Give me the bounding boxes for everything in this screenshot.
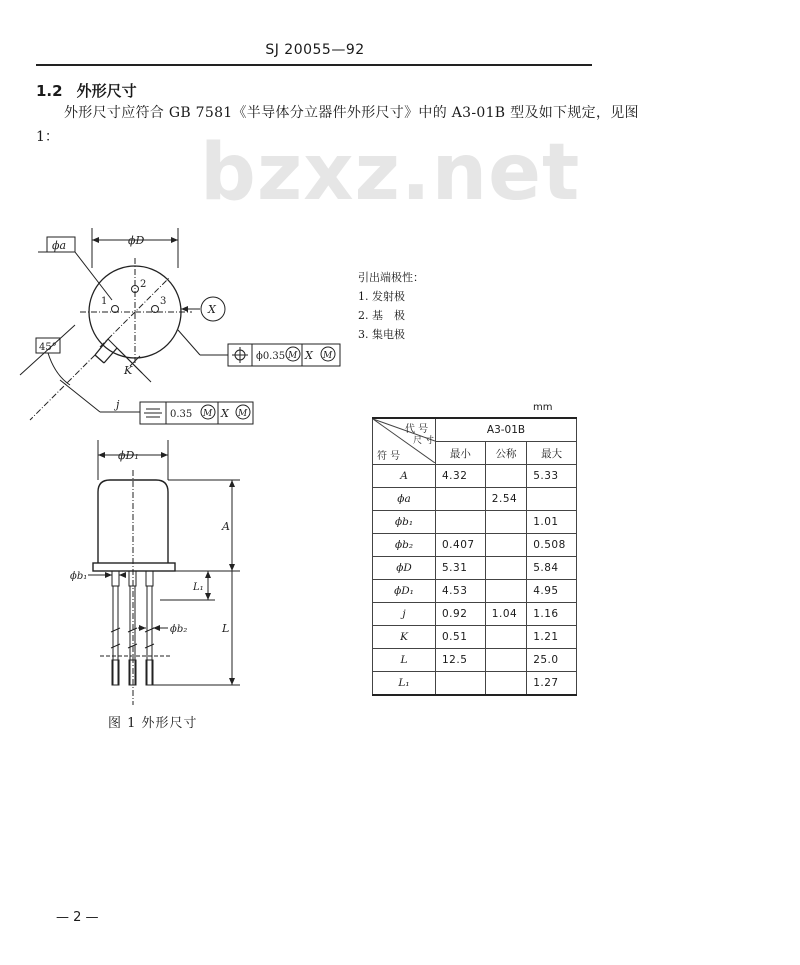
row-symbol: ϕD [373,557,436,580]
watermark: bzxz.net [200,128,581,218]
row-nom [485,626,526,649]
section-number: 1.2 [36,82,63,100]
label-j: j [116,398,120,411]
pin-1-label: 1 [101,296,108,307]
row-symbol: ϕa [373,488,436,511]
pin-item-3: 3. 集电极 [358,328,405,341]
tolerance-2-value: 0.35 [170,409,193,420]
row-min: 0.51 [436,626,486,649]
outline-drawing [0,200,360,710]
corner-header [373,418,436,465]
row-nom: 2.54 [485,488,526,511]
header-rule [36,64,592,66]
table-row [373,557,577,580]
row-symbol: L₁ [373,672,436,696]
pin-polarity [358,268,424,344]
corner-top-label: 代 号 [405,424,429,435]
pin-item-1: 1. 发射极 [358,290,405,303]
label-A: A [222,520,230,533]
table-row [373,603,577,626]
row-max: 1.16 [527,603,577,626]
table-row [373,511,577,534]
row-nom [485,511,526,534]
col-nom: 公称 [485,442,526,465]
label-phi-D: ϕD [128,234,145,247]
row-nom [485,649,526,672]
row-symbol: L [373,649,436,672]
label-phi-D1: ϕD₁ [118,449,139,462]
row-max: 0.508 [527,534,577,557]
row-nom [485,672,526,696]
label-phi-a: ϕa [52,239,67,252]
row-min: 0.92 [436,603,486,626]
tolerance-1-modifier: M [288,351,298,361]
col-min: 最小 [436,442,486,465]
table-row [373,626,577,649]
row-max: 5.33 [527,465,577,488]
tolerance-2-modifier: M [203,409,213,419]
label-L1: L₁ [193,582,204,593]
row-max: 4.95 [527,580,577,603]
pin-2-label: 2 [140,279,147,290]
tolerance-2-ref-modifier: M [238,409,248,419]
row-max: 1.01 [527,511,577,534]
row-symbol: A [373,465,436,488]
tolerance-2-ref: X [221,407,229,420]
label-K: K [124,364,133,377]
datum-X: X [208,303,216,316]
label-L: L [222,622,230,635]
row-min: 0.407 [436,534,486,557]
label-phi-b1: ϕb₁ [70,571,88,582]
label-phi-b2: ϕb₂ [170,624,188,635]
corner-bottom-label: 符 号 [377,451,401,462]
unit-label: mm [533,402,553,413]
row-symbol: ϕb₁ [373,511,436,534]
row-max: 5.84 [527,557,577,580]
section-title: 外形尺寸 [76,82,137,100]
table-row [373,672,577,696]
row-symbol: j [373,603,436,626]
row-nom [485,534,526,557]
row-min: 4.32 [436,465,486,488]
page-number: — 2 — [56,910,99,925]
row-nom [485,465,526,488]
row-min: 5.31 [436,557,486,580]
row-min: 12.5 [436,649,486,672]
table-row [373,465,577,488]
row-nom: 1.04 [485,603,526,626]
tolerance-1-ref-modifier: M [323,351,333,361]
row-min: 4.53 [436,580,486,603]
pin-polarity-title: 引出端极性： [358,271,424,284]
pin-item-2: 2. 基 极 [358,309,405,322]
row-max: 1.21 [527,626,577,649]
section-heading [36,80,137,101]
row-symbol: ϕD₁ [373,580,436,603]
tolerance-1-ref: X [305,349,313,362]
table-row [373,580,577,603]
tolerance-1-value: ϕ0.35 [256,351,286,362]
row-nom [485,580,526,603]
paragraph-line-2: 1： [36,129,59,145]
row-max: 25.0 [527,649,577,672]
row-min [436,511,486,534]
row-symbol: K [373,626,436,649]
row-nom [485,557,526,580]
angle-label: 45° [39,342,57,353]
table-row [373,488,577,511]
row-max [527,488,577,511]
corner-mid-label: 尺 寸 [413,436,434,446]
row-symbol: ϕb₂ [373,534,436,557]
table-row [373,534,577,557]
type-header: A3-01B [436,418,577,442]
figure-caption: 图 1 外形尺寸 [108,716,198,731]
col-max: 最大 [527,442,577,465]
paragraph-line-1: 外形尺寸应符合 GB 7581《半导体分立器件外形尺寸》中的 A3-01B 型及如下规定，见图 [64,105,639,121]
dimension-table [372,417,577,696]
pin-3-label: 3 [160,296,167,307]
table-row [373,649,577,672]
row-min [436,488,486,511]
document-code: SJ 20055—92 [265,42,365,58]
row-min [436,672,486,696]
row-max: 1.27 [527,672,577,696]
